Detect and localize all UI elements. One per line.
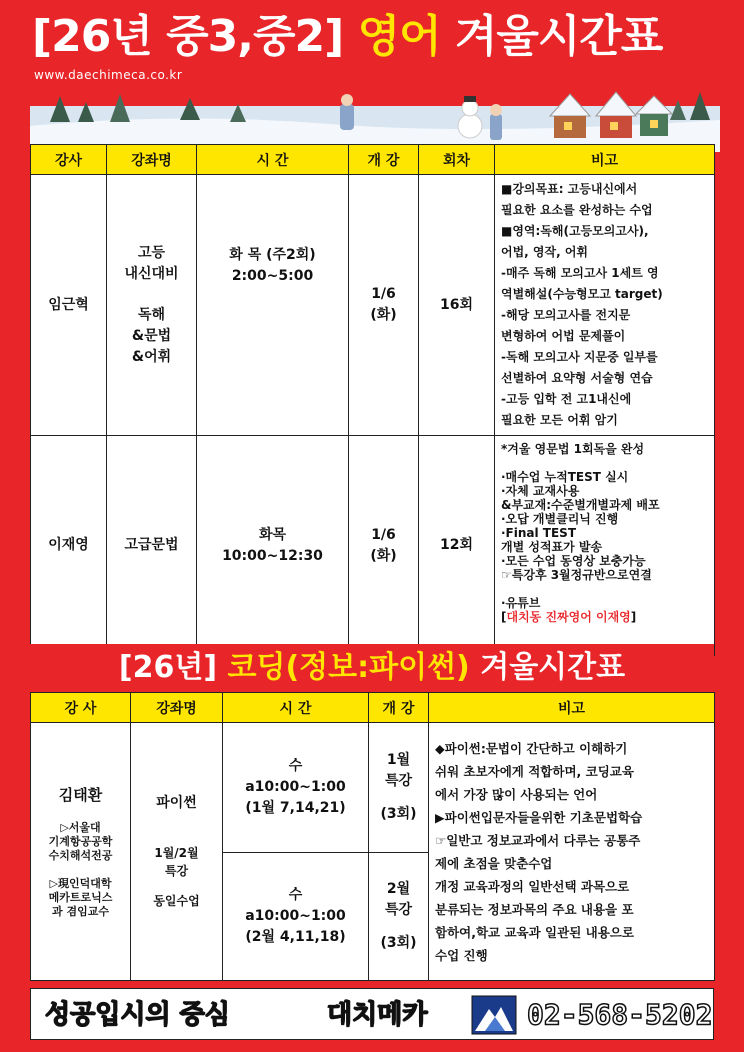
session-count: 16회 (419, 175, 495, 436)
header-course: 강좌명 (131, 693, 223, 723)
start-date (349, 436, 419, 656)
table-row (31, 436, 715, 656)
header-teacher: 강사 (31, 145, 107, 175)
teacher-bio-line: 메카트로닉스 (48, 890, 113, 904)
time-days: 화 목 (주2회) (229, 247, 316, 263)
header-sessions: 회차 (419, 145, 495, 175)
note-line: 함하여,학교 교육과 일관된 내용으로 (435, 924, 634, 940)
table-header-row (31, 145, 715, 175)
note-line: 선별하여 요약형 서술형 연습 (501, 371, 653, 385)
teacher-cell (31, 723, 131, 981)
bracket-open: [ (501, 610, 507, 624)
website-link[interactable]: www.daechimeca.co.kr (34, 68, 183, 82)
class-time (223, 723, 369, 853)
note-line: ☞일반고 정보교과에서 다루는 공통주 (435, 832, 641, 848)
spacer (107, 285, 196, 305)
note-line: ◆파이썬:문법이 간단하고 이해하기 (435, 740, 628, 756)
time-hours: 10:00~12:30 (222, 547, 323, 564)
note-line: 제에 초점을 맞춘수업 (435, 855, 553, 871)
note-line: 쉬워 초보자에게 적합하며, 코딩교육 (435, 763, 634, 779)
time-hours: a10:00~1:00 (245, 779, 346, 795)
header-notes: 비고 (429, 693, 715, 723)
note-line: ■강의목표: 고등내신에서 (501, 182, 638, 196)
page-title (32, 6, 712, 68)
time-dates: (2월 4,11,18) (245, 929, 346, 945)
class-time (197, 436, 349, 656)
title-schedule: 겨울시간표 (454, 11, 663, 62)
footer-slogan: 성공입시의 중심 (45, 1000, 230, 1030)
course-line: 동일수업 (153, 894, 200, 908)
coding-title-year: [26년] (118, 650, 218, 685)
start-date-value: 1/6 (371, 526, 396, 543)
header-notes: 비고 (495, 145, 715, 175)
course-name: 고급문법 (107, 436, 197, 656)
time-dates: (1월 7,14,21) (245, 800, 346, 816)
spacer (369, 921, 428, 933)
note-line: 수업 진행 (435, 947, 488, 963)
spacer (369, 792, 428, 804)
header-time: 시 간 (223, 693, 369, 723)
start-type: 특강 (384, 773, 413, 789)
table-row (31, 175, 715, 436)
course-line: 고등 (137, 244, 166, 261)
teacher-bio-line: 수치해석전공 (48, 848, 113, 862)
note-line: 에서 가장 많이 사용되는 언어 (435, 786, 598, 802)
course-name (131, 723, 223, 981)
note-line: 필요한 요소를 완성하는 수업 (501, 203, 653, 217)
teacher-name: 임근혁 (31, 175, 107, 436)
start-month: 1월 (386, 752, 411, 768)
course-line: 독해 (137, 306, 166, 323)
course-notes (495, 175, 715, 436)
youtube-channel[interactable] (501, 610, 708, 624)
start-type: 특강 (384, 902, 413, 918)
note-line: &부교재:수준별개별과제 배포 (501, 498, 660, 512)
start-date (369, 853, 429, 981)
note-line: *겨울 영문법 1회독을 완성 (501, 442, 645, 456)
note-line: 변형하여 어법 문제풀이 (501, 329, 626, 343)
time-day: 수 (288, 887, 303, 903)
start-date (349, 175, 419, 436)
teacher-name: 이재영 (31, 436, 107, 656)
note-line: -고등 입학 전 고1내신에 (501, 392, 632, 406)
youtube-label: ·유튜브 (501, 596, 541, 610)
course-line: &어휘 (131, 348, 172, 365)
course-line: 내신대비 (124, 265, 179, 282)
spacer (501, 456, 708, 470)
header-teacher: 강 사 (31, 693, 131, 723)
spacer (131, 814, 222, 844)
coding-title-subject: 코딩(정보:파이썬) (227, 650, 470, 685)
start-date-value: 1/6 (371, 286, 396, 302)
course-line: &문법 (131, 327, 172, 344)
time-days: 화목 (258, 526, 287, 543)
note-line: ·Final TEST (501, 526, 577, 540)
note-line: 개별 성적표가 발송 (501, 540, 603, 554)
winter-scene-illustration (30, 76, 720, 152)
note-line: 개정 교육과정의 일반선택 과목으로 (435, 878, 630, 894)
phone-number[interactable]: 02-568-5202 (527, 998, 713, 1031)
note-line: ☞특강후 3월정규반으로연결 (501, 568, 652, 582)
spacer (131, 880, 222, 892)
note-line: 역별해설(수능형모고 target) (501, 287, 663, 301)
course-line: 파이썬 (156, 795, 197, 811)
youtube-channel-name[interactable]: 대치동 진짜영어 이재영 (506, 610, 631, 624)
title-subject: 영어 (357, 11, 441, 62)
course-name (107, 175, 197, 436)
note-line: -해당 모의고사를 전지문 (501, 308, 631, 322)
note-line: -매주 독해 모의고사 1세트 영 (501, 266, 659, 280)
note-line: ·모든 수업 동영상 보충가능 (501, 554, 646, 568)
mountain-logo-icon (471, 995, 517, 1035)
table-row (31, 723, 715, 853)
bracket-close: ] (630, 610, 637, 624)
note-line: ▶파이썬입문자들을위한 기초문법학습 (435, 809, 643, 825)
header-course: 강좌명 (107, 145, 197, 175)
table-header-row (31, 693, 715, 723)
start-date (369, 723, 429, 853)
time-day: 수 (288, 758, 303, 774)
header-time: 시 간 (197, 145, 349, 175)
note-line: 필요한 모든 어휘 암기 (501, 413, 618, 427)
course-notes (429, 723, 715, 981)
note-line: -독해 모의고사 지문중 일부를 (501, 350, 658, 364)
start-count: (3회) (380, 935, 417, 951)
start-count: (3회) (380, 806, 417, 822)
course-notes (495, 436, 715, 656)
footer-banner (30, 988, 714, 1040)
start-day: (화) (370, 547, 397, 564)
title-grade: [26년 중3,중2] (32, 11, 344, 62)
class-time (197, 175, 349, 436)
teacher-bio-line: ▷現인덕대학 (49, 876, 112, 890)
note-line: ■영역:독해(고등모의고사), (501, 224, 649, 238)
start-month: 2월 (386, 881, 411, 897)
course-line: 특강 (164, 864, 189, 878)
note-line: ·매수업 누적TEST 실시 (501, 470, 629, 484)
spacer (501, 582, 708, 596)
header (0, 0, 744, 145)
start-day: (화) (370, 307, 397, 323)
session-count: 12회 (419, 436, 495, 656)
header-start: 개 강 (369, 693, 429, 723)
footer-brand: 대치메카 (327, 1000, 428, 1030)
header-start: 개 강 (349, 145, 419, 175)
coding-schedule-table (30, 692, 714, 981)
spacer (31, 863, 130, 877)
teacher-bio-line: 기계항공공학 (48, 834, 113, 848)
note-line: 분류되는 정보과목의 주요 내용을 포 (435, 901, 634, 917)
time-hours: 2:00~5:00 (231, 268, 314, 284)
note-line: ·오답 개별클리닉 진행 (501, 512, 619, 526)
teacher-name: 김태환 (58, 786, 103, 805)
coding-title-schedule: 겨울시간표 (480, 650, 626, 685)
time-hours: a10:00~1:00 (245, 908, 346, 924)
teacher-bio-line: ▷서울대 (60, 820, 101, 834)
course-line: 1월/2월 (154, 846, 199, 860)
note-line: 어법, 영작, 어휘 (501, 245, 589, 259)
class-time (223, 853, 369, 981)
note-line: ·자체 교재사용 (501, 484, 580, 498)
coding-section-title (30, 644, 714, 692)
english-schedule-table (30, 144, 714, 656)
teacher-bio-line: 과 겸임교수 (52, 904, 109, 918)
